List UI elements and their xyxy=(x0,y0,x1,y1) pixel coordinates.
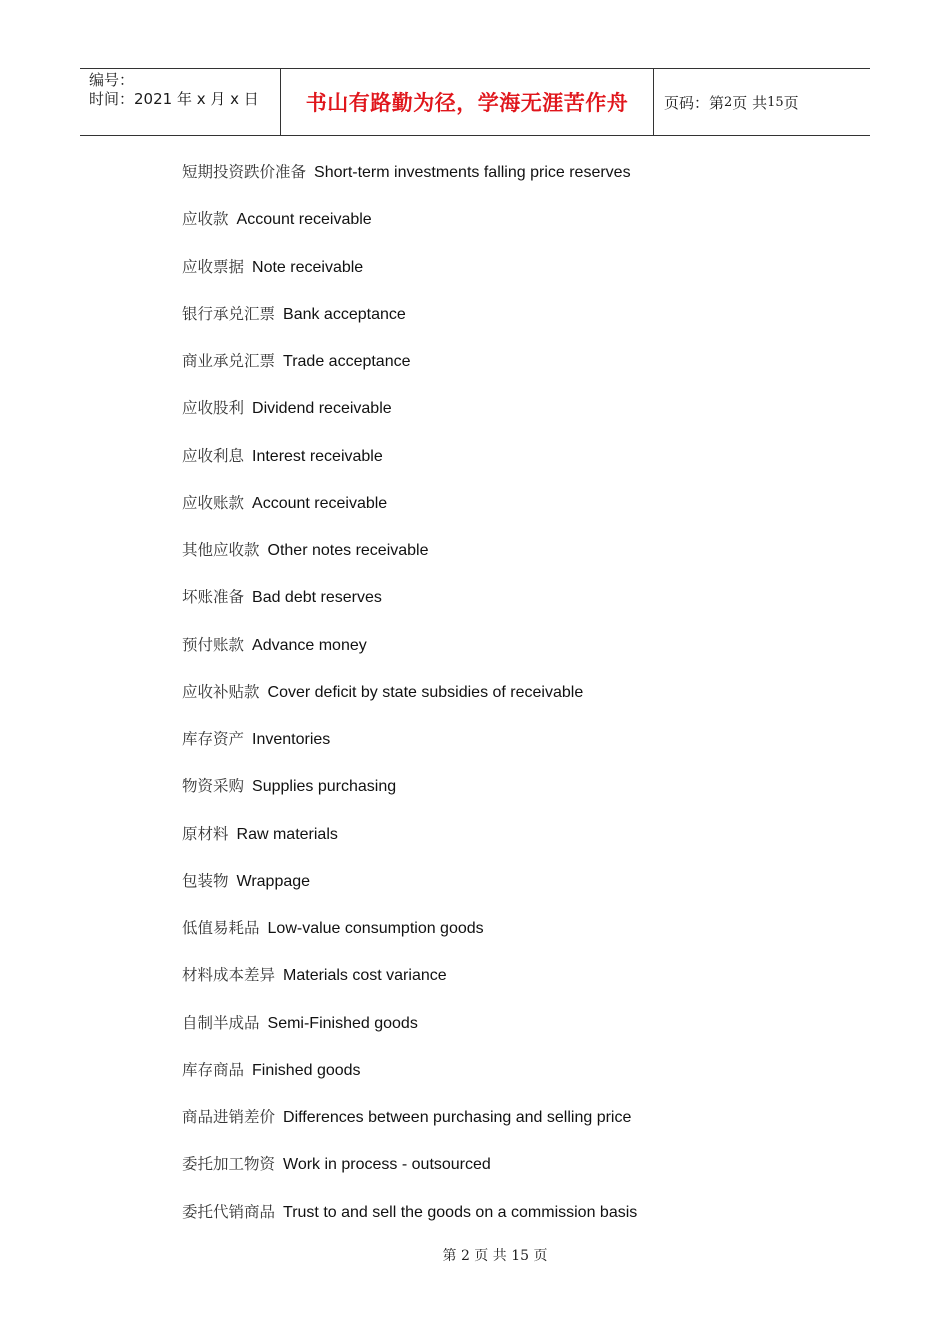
glossary-entry xyxy=(182,349,637,396)
term-english: Advance money xyxy=(252,636,367,654)
term-english: Account receivable xyxy=(236,211,372,229)
glossary-entry xyxy=(182,822,637,869)
glossary-entry xyxy=(182,963,637,1010)
term-english: Work in process - outsourced xyxy=(283,1156,491,1174)
glossary-list xyxy=(182,160,637,1247)
term-english: Bank acceptance xyxy=(283,305,406,323)
term-chinese: 其他应收款 xyxy=(182,541,260,559)
header-meta xyxy=(80,69,281,135)
term-english: Wrappage xyxy=(236,872,311,890)
term-chinese: 商品进销差价 xyxy=(182,1108,276,1126)
term-chinese: 物资采购 xyxy=(182,777,245,796)
glossary-entry xyxy=(182,396,637,443)
term-chinese: 商业承兑汇票 xyxy=(182,352,276,370)
term-english: Materials cost variance xyxy=(283,967,447,985)
term-chinese: 应收补贴款 xyxy=(182,682,260,701)
page-middle: 页 共 xyxy=(732,93,768,112)
glossary-entry xyxy=(182,680,637,727)
glossary-entry xyxy=(182,160,637,207)
term-english: Raw materials xyxy=(236,825,338,843)
document-time: 时间：2021 年 x 月 x 日 xyxy=(89,90,259,108)
glossary-entry xyxy=(182,916,637,963)
glossary-entry xyxy=(182,1011,637,1058)
term-english: Dividend receivable xyxy=(252,400,392,418)
term-chinese: 坏账准备 xyxy=(182,588,245,607)
term-chinese: 银行承兑汇票 xyxy=(182,304,276,323)
document-number-label: 编号： xyxy=(89,71,135,89)
glossary-entry xyxy=(182,633,637,680)
page-suffix: 页 xyxy=(783,93,799,112)
page-total: 15 xyxy=(767,94,784,110)
page-current: 2 xyxy=(724,94,733,110)
term-chinese: 委托代销商品 xyxy=(182,1202,276,1221)
term-english: Trust to and sell the goods on a commission basis xyxy=(283,1203,638,1221)
term-chinese: 预付账款 xyxy=(182,635,245,654)
glossary-entry xyxy=(182,727,637,774)
term-english: Differences between purchasing and selling price xyxy=(283,1109,632,1126)
glossary-entry xyxy=(182,491,637,538)
glossary-entry xyxy=(182,1152,637,1199)
term-chinese: 自制半成品 xyxy=(182,1013,260,1032)
glossary-entry xyxy=(182,444,637,491)
glossary-entry xyxy=(182,1200,637,1247)
term-english: Interest receivable xyxy=(252,447,383,465)
term-english: Cover deficit by state subsidies of receivable xyxy=(267,683,584,701)
term-english: Supplies purchasing xyxy=(252,778,397,796)
term-chinese: 短期投资跌价准备 xyxy=(182,163,307,181)
glossary-entry xyxy=(182,1105,637,1152)
term-chinese: 应收款 xyxy=(182,210,229,229)
term-chinese: 低值易耗品 xyxy=(182,919,260,937)
term-chinese: 原材料 xyxy=(182,824,229,843)
term-english: Bad debt reserves xyxy=(252,589,382,607)
term-english: Inventories xyxy=(252,731,331,748)
term-english: Account receivable xyxy=(252,494,388,512)
header-page-indicator xyxy=(654,69,870,135)
term-chinese: 材料成本差异 xyxy=(182,966,276,985)
term-english: Low-value consumption goods xyxy=(267,920,484,937)
glossary-entry xyxy=(182,869,637,916)
glossary-entry xyxy=(182,774,637,821)
term-chinese: 包装物 xyxy=(182,871,229,890)
term-english: Short-term investments falling price reserves xyxy=(314,164,631,181)
glossary-entry xyxy=(182,1058,637,1105)
term-english: Finished goods xyxy=(252,1061,361,1079)
glossary-entry xyxy=(182,585,637,632)
glossary-entry xyxy=(182,207,637,254)
glossary-entry xyxy=(182,302,637,349)
term-english: Other notes receivable xyxy=(267,542,429,559)
term-chinese: 应收股利 xyxy=(182,399,245,418)
page-footer: 第 2 页 共 15 页 xyxy=(442,1248,548,1264)
page-header xyxy=(80,68,870,136)
term-chinese: 应收利息 xyxy=(182,446,245,465)
glossary-entry xyxy=(182,255,637,302)
glossary-entry xyxy=(182,538,637,585)
term-english: Note receivable xyxy=(252,258,364,276)
page-prefix: 页码：第 xyxy=(664,93,725,112)
term-english: Semi-Finished goods xyxy=(267,1014,418,1032)
term-chinese: 应收票据 xyxy=(182,257,245,276)
term-chinese: 委托加工物资 xyxy=(182,1155,276,1174)
term-english: Trade acceptance xyxy=(283,353,411,370)
term-chinese: 库存商品 xyxy=(182,1060,245,1079)
header-motto: 书山有路勤为径，学海无涯苦作舟 xyxy=(281,69,654,135)
term-chinese: 库存资产 xyxy=(182,730,245,748)
term-chinese: 应收账款 xyxy=(182,493,245,512)
